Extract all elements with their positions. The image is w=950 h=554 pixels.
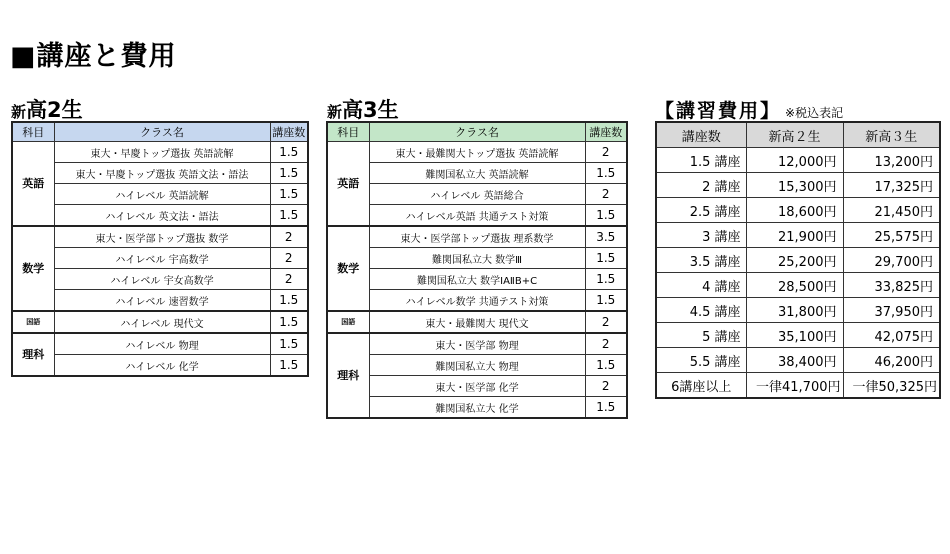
table-row [327,397,627,419]
course-count-cell: 1.5 [270,205,308,227]
subject-cell: 国語 [12,311,54,333]
course-count-cell: 1.5 [270,163,308,184]
fee-k2-cell: 21,900円 [746,223,843,248]
fee-header-k2: 新高２生 [746,122,843,148]
table-row [656,273,940,298]
table-row [12,205,308,227]
table-row [12,248,308,269]
fee-table-body [656,148,940,399]
course-count-cell: 1.5 [585,290,627,312]
class-name-cell: 難関国私立大 英語読解 [369,163,585,184]
fee-count-cell: 3.5 講座 [656,248,746,273]
table-row [656,323,940,348]
fee-k2-cell: 18,600円 [746,198,843,223]
k3-table-body [327,142,627,419]
fee-k3-cell: 25,575円 [843,223,940,248]
fee-count-cell: 6講座以上 [656,373,746,399]
page-title: ■講座と費用 [10,41,177,72]
class-name-cell: 難関国私立大 物理 [369,355,585,376]
class-name-cell: 東大・医学部 化学 [369,376,585,397]
table-row [656,148,940,173]
table-row [327,163,627,184]
table-row [12,184,308,205]
fee-count-cell: 2 講座 [656,173,746,198]
k2-section-title [11,94,83,124]
fee-k2-cell: 35,100円 [746,323,843,348]
class-name-cell: ハイレベル 宇女高数学 [54,269,270,290]
fee-count-cell: 4 講座 [656,273,746,298]
course-count-cell: 2 [585,184,627,205]
k3-section-title [327,94,399,124]
fee-count-cell: 1.5 講座 [656,148,746,173]
fee-k2-cell: 12,000円 [746,148,843,173]
subject-cell: 数学 [12,226,54,311]
table-row [327,290,627,312]
k2-title-prefix: 新 [11,103,27,121]
course-count-cell: 1.5 [270,290,308,312]
fee-k3-cell: 一律50,325円 [843,373,940,399]
table-row [12,269,308,290]
course-count-cell: 1.5 [270,142,308,163]
fee-k2-cell: 一律41,700円 [746,373,843,399]
course-count-cell: 2 [270,269,308,290]
k3-title-prefix: 新 [327,103,343,121]
table-row [656,173,940,198]
table-row [656,223,940,248]
fee-count-cell: 5.5 講座 [656,348,746,373]
k2-header-subject: 科目 [12,122,54,142]
course-count-cell: 2 [585,376,627,397]
class-name-cell: ハイレベル 物理 [54,333,270,355]
table-row [12,163,308,184]
course-count-cell: 1.5 [270,355,308,377]
fee-k3-cell: 33,825円 [843,273,940,298]
table-row [12,290,308,312]
table-row [327,184,627,205]
class-name-cell: ハイレベル 化学 [54,355,270,377]
class-name-cell: 難関国私立大 化学 [369,397,585,419]
fee-k2-cell: 25,200円 [746,248,843,273]
table-row [656,248,940,273]
fee-title: 【講習費用】 [655,100,782,122]
k3-course-table [326,121,628,419]
course-count-cell: 1.5 [270,333,308,355]
k3-header-class: クラス名 [369,122,585,142]
table-row [656,198,940,223]
table-row [656,298,940,323]
fee-k3-cell: 13,200円 [843,148,940,173]
class-name-cell: ハイレベル 現代文 [54,311,270,333]
fee-header-count: 講座数 [656,122,746,148]
fee-k3-cell: 21,450円 [843,198,940,223]
table-row [12,226,308,248]
table-row [12,355,308,377]
class-name-cell: ハイレベル 英語総合 [369,184,585,205]
fee-k3-cell: 42,075円 [843,323,940,348]
fee-k2-cell: 38,400円 [746,348,843,373]
fee-count-cell: 3 講座 [656,223,746,248]
table-row [327,376,627,397]
table-row [327,142,627,163]
k2-title-main: 高2生 [26,98,83,122]
class-name-cell: 東大・早慶トップ選抜 英語読解 [54,142,270,163]
course-count-cell: 2 [270,226,308,248]
k2-header-count: 講座数 [270,122,308,142]
subject-cell: 英語 [327,142,369,227]
fee-table [655,121,941,399]
k3-title-main: 高3生 [342,98,399,122]
k3-table-header [327,122,627,142]
course-count-cell: 1.5 [585,397,627,419]
course-count-cell: 1.5 [270,311,308,333]
fee-k3-cell: 37,950円 [843,298,940,323]
class-name-cell: 東大・医学部トップ選抜 理系数学 [369,226,585,248]
table-row [12,311,308,333]
course-count-cell: 1.5 [585,355,627,376]
fee-count-cell: 5 講座 [656,323,746,348]
k3-header-subject: 科目 [327,122,369,142]
table-row [12,333,308,355]
course-count-cell: 2 [270,248,308,269]
k2-table-body [12,142,308,377]
fee-k3-cell: 17,325円 [843,173,940,198]
table-row [656,348,940,373]
class-name-cell: ハイレベル 英語読解 [54,184,270,205]
fee-header-k3: 新高３生 [843,122,940,148]
k2-table-header [12,122,308,142]
course-count-cell: 3.5 [585,226,627,248]
fee-table-header [656,122,940,148]
class-name-cell: 東大・最難関大 現代文 [369,311,585,333]
class-name-cell: 東大・早慶トップ選抜 英語文法・語法 [54,163,270,184]
class-name-cell: ハイレベル 宇高数学 [54,248,270,269]
class-name-cell: 難関国私立大 数学Ⅲ [369,248,585,269]
table-row [327,333,627,355]
course-count-cell: 1.5 [585,269,627,290]
table-row [327,205,627,227]
class-name-cell: ハイレベル 英文法・語法 [54,205,270,227]
table-row [327,248,627,269]
table-row [12,142,308,163]
table-row [327,311,627,333]
k2-course-table [11,121,309,377]
fee-count-cell: 4.5 講座 [656,298,746,323]
fee-k2-cell: 28,500円 [746,273,843,298]
table-row [327,355,627,376]
fee-count-cell: 2.5 講座 [656,198,746,223]
subject-cell: 理科 [327,333,369,418]
subject-cell: 数学 [327,226,369,311]
class-name-cell: 難関国私立大 数学ⅠAⅡB+C [369,269,585,290]
fee-section-title [655,96,843,123]
class-name-cell: ハイレベル 速習数学 [54,290,270,312]
course-count-cell: 1.5 [585,248,627,269]
fee-tax-note: ※税込表記 [785,106,844,120]
table-row [327,226,627,248]
class-name-cell: 東大・医学部トップ選抜 数学 [54,226,270,248]
course-count-cell: 1.5 [585,163,627,184]
course-count-cell: 2 [585,333,627,355]
subject-cell: 理科 [12,333,54,376]
class-name-cell: ハイレベル英語 共通テスト対策 [369,205,585,227]
k3-header-count: 講座数 [585,122,627,142]
table-row [656,373,940,399]
table-row [327,269,627,290]
course-count-cell: 2 [585,142,627,163]
fee-k3-cell: 29,700円 [843,248,940,273]
subject-cell: 国語 [327,311,369,333]
course-count-cell: 2 [585,311,627,333]
subject-cell: 英語 [12,142,54,227]
fee-k2-cell: 31,800円 [746,298,843,323]
class-name-cell: ハイレベル数学 共通テスト対策 [369,290,585,312]
course-count-cell: 1.5 [585,205,627,227]
k2-header-class: クラス名 [54,122,270,142]
class-name-cell: 東大・最難関大トップ選抜 英語読解 [369,142,585,163]
fee-k3-cell: 46,200円 [843,348,940,373]
class-name-cell: 東大・医学部 物理 [369,333,585,355]
course-count-cell: 1.5 [270,184,308,205]
fee-k2-cell: 15,300円 [746,173,843,198]
